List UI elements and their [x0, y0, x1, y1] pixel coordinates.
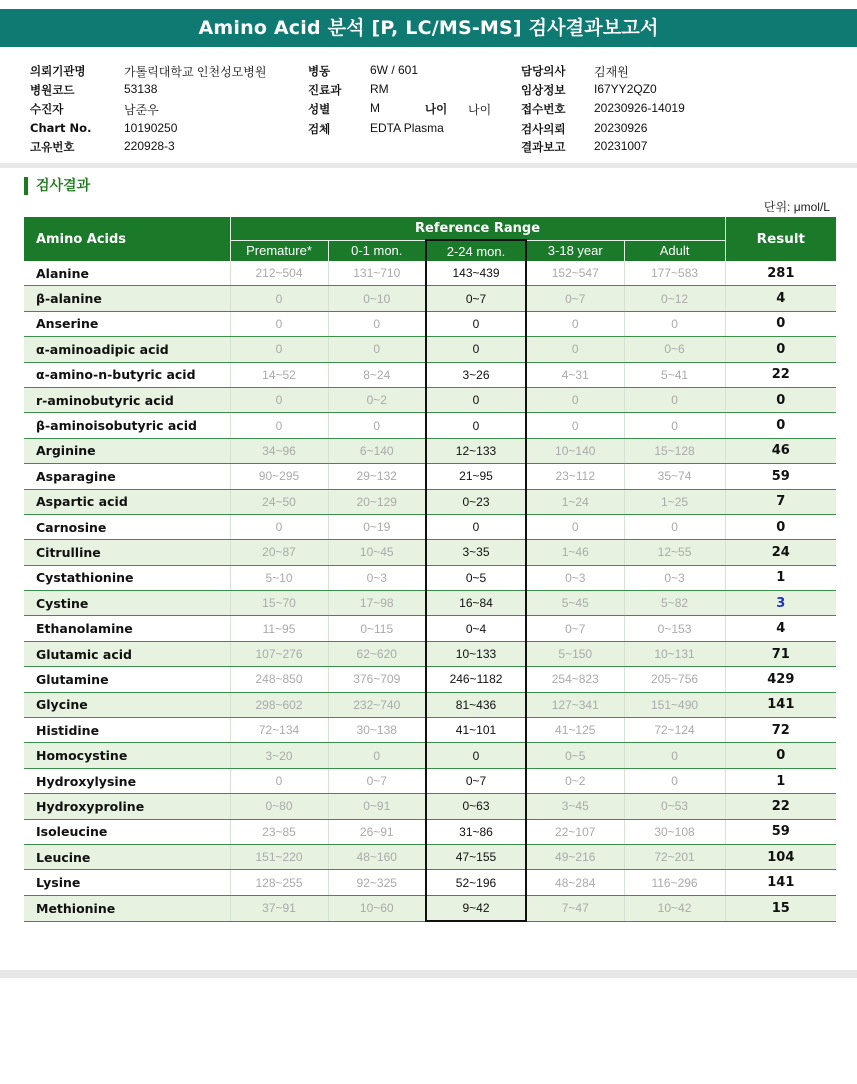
reference-range-cell: 11~95	[230, 616, 328, 641]
reference-range-cell: 5~82	[624, 591, 725, 616]
info-label: 의뢰기관명	[30, 64, 86, 78]
info-label: 결과보고	[521, 140, 566, 154]
age-value: 나이	[468, 103, 492, 117]
reference-range-cell: 17~98	[328, 591, 426, 616]
reference-range-cell: 0~23	[426, 489, 526, 514]
reference-range-cell: 0~7	[328, 768, 426, 793]
amino-acid-name: Anserine	[24, 311, 230, 336]
reference-range-cell: 127~341	[526, 692, 624, 717]
amino-acid-name: Methionine	[24, 895, 230, 921]
reference-range-cell: 0~53	[624, 794, 725, 819]
amino-acid-name: Aspartic acid	[24, 489, 230, 514]
info-label: 수진자	[30, 102, 64, 116]
reference-range-cell: 0	[328, 337, 426, 362]
reference-range-cell: 72~201	[624, 844, 725, 869]
reference-range-cell: 128~255	[230, 870, 328, 895]
reference-range-cell: 0	[526, 514, 624, 539]
result-value: 7	[725, 489, 836, 514]
reference-range-cell: 10~42	[624, 895, 725, 921]
table-row	[24, 337, 836, 362]
table-row	[24, 641, 836, 666]
reference-range-cell: 0~153	[624, 616, 725, 641]
table-row	[24, 413, 836, 438]
reference-range-cell: 31~86	[426, 819, 526, 844]
reference-range-cell: 21~95	[426, 464, 526, 489]
reference-range-cell: 9~42	[426, 895, 526, 921]
reference-range-cell: 0~115	[328, 616, 426, 641]
amino-acid-name: Ethanolamine	[24, 616, 230, 641]
reference-range-cell: 12~55	[624, 540, 725, 565]
info-value: 김재원	[594, 65, 629, 79]
reference-range-cell: 6~140	[328, 438, 426, 463]
reference-range-cell: 0~19	[328, 514, 426, 539]
section-title: 검사결과	[24, 177, 90, 195]
amino-acid-name: Arginine	[24, 438, 230, 463]
amino-acid-table	[24, 217, 836, 922]
reference-range-cell: 48~160	[328, 844, 426, 869]
table-row	[24, 616, 836, 641]
reference-range-cell: 10~140	[526, 438, 624, 463]
report-title: Amino Acid 분석 [P, LC/MS-MS] 검사결과보고서	[0, 9, 857, 47]
reference-range-cell: 62~620	[328, 641, 426, 666]
reference-range-cell: 143~439	[426, 261, 526, 286]
reference-range-cell: 246~1182	[426, 667, 526, 692]
info-value: 남준우	[124, 103, 159, 117]
info-label: 접수번호	[521, 102, 566, 116]
info-label: 검체	[308, 122, 331, 136]
reference-range-cell: 1~24	[526, 489, 624, 514]
table-row	[24, 464, 836, 489]
range-header-3-18-year: 3-18 year	[526, 240, 624, 261]
info-value: 6W / 601	[370, 63, 419, 77]
result-value: 46	[725, 438, 836, 463]
reference-range-cell: 205~756	[624, 667, 725, 692]
result-value: 4	[725, 286, 836, 311]
reference-range-cell: 1~25	[624, 489, 725, 514]
reference-range-cell: 0~5	[426, 565, 526, 590]
reference-range-cell: 0	[328, 743, 426, 768]
reference-range-cell: 0	[624, 768, 725, 793]
info-label: Chart No.	[30, 121, 92, 135]
table-row	[24, 387, 836, 412]
reference-range-cell: 23~85	[230, 819, 328, 844]
reference-range-cell: 5~150	[526, 641, 624, 666]
result-value: 141	[725, 692, 836, 717]
result-header: Result	[725, 217, 836, 261]
info-label: 병원코드	[30, 83, 75, 97]
reference-range-cell: 23~112	[526, 464, 624, 489]
amino-acid-name: Leucine	[24, 844, 230, 869]
reference-range-cell: 0~91	[328, 794, 426, 819]
info-value: 10190250	[124, 121, 178, 135]
age-label: 나이	[425, 102, 448, 116]
reference-range-cell: 37~91	[230, 895, 328, 921]
result-value: 0	[725, 311, 836, 336]
amino-acid-name: Cystathionine	[24, 565, 230, 590]
unit-label: 단위: μmol/L	[763, 200, 830, 214]
info-label: 임상정보	[521, 83, 566, 97]
reference-range-cell: 0	[526, 337, 624, 362]
amino-acid-name: Carnosine	[24, 514, 230, 539]
table-row	[24, 718, 836, 743]
reference-range-cell: 10~60	[328, 895, 426, 921]
reference-range-cell: 0~3	[526, 565, 624, 590]
reference-range-cell: 0~7	[526, 286, 624, 311]
table-row	[24, 311, 836, 336]
reference-range-cell: 8~24	[328, 362, 426, 387]
info-value: 가톨릭대학교 인천성모병원	[124, 65, 267, 79]
info-value: 20230926	[594, 121, 648, 135]
info-value: I67YY2QZ0	[594, 82, 657, 96]
amino-acid-name: Hydroxylysine	[24, 768, 230, 793]
reference-range-cell: 0~7	[426, 286, 526, 311]
reference-range-cell: 0	[526, 387, 624, 412]
amino-acid-name: β-alanine	[24, 286, 230, 311]
reference-range-cell: 0~2	[526, 768, 624, 793]
amino-acid-name: Cystine	[24, 591, 230, 616]
result-value: 1	[725, 565, 836, 590]
reference-range-cell: 0	[426, 514, 526, 539]
reference-range-cell: 0	[426, 387, 526, 412]
reference-range-cell: 0	[624, 743, 725, 768]
reference-range-cell: 20~87	[230, 540, 328, 565]
reference-range-cell: 48~284	[526, 870, 624, 895]
amino-acid-name: Histidine	[24, 718, 230, 743]
amino-acid-name: Alanine	[24, 261, 230, 286]
table-row	[24, 591, 836, 616]
patient-info-panel	[0, 47, 857, 164]
reference-range-cell: 1~46	[526, 540, 624, 565]
reference-range-cell: 248~850	[230, 667, 328, 692]
info-value: 20230926-14019	[594, 101, 685, 115]
reference-range-cell: 376~709	[328, 667, 426, 692]
amino-acid-name: Glycine	[24, 692, 230, 717]
reference-range-cell: 3~45	[526, 794, 624, 819]
info-label: 병동	[308, 64, 331, 78]
reference-range-cell: 254~823	[526, 667, 624, 692]
reference-range-cell: 0~3	[328, 565, 426, 590]
table-row	[24, 286, 836, 311]
reference-range-header: Reference Range	[230, 217, 725, 240]
reference-range-cell: 7~47	[526, 895, 624, 921]
result-value: 0	[725, 743, 836, 768]
table-row	[24, 667, 836, 692]
reference-range-cell: 35~74	[624, 464, 725, 489]
info-value: RM	[370, 82, 389, 96]
reference-range-cell: 0	[230, 311, 328, 336]
reference-range-cell: 131~710	[328, 261, 426, 286]
reference-range-cell: 0	[526, 311, 624, 336]
result-value: 15	[725, 895, 836, 921]
reference-range-cell: 0~4	[426, 616, 526, 641]
reference-range-cell: 3~20	[230, 743, 328, 768]
reference-range-cell: 10~133	[426, 641, 526, 666]
reference-range-cell: 177~583	[624, 261, 725, 286]
info-label: 진료과	[308, 83, 342, 97]
range-header-adult: Adult	[624, 240, 725, 261]
reference-range-cell: 152~547	[526, 261, 624, 286]
amino-acids-header: Amino Acids	[24, 217, 230, 261]
reference-range-cell: 0~6	[624, 337, 725, 362]
range-header-0-1-mon: 0-1 mon.	[328, 240, 426, 261]
footer-divider	[0, 970, 857, 978]
reference-range-cell: 0	[624, 413, 725, 438]
reference-range-cell: 16~84	[426, 591, 526, 616]
reference-range-cell: 3~26	[426, 362, 526, 387]
info-value: 220928-3	[124, 139, 175, 153]
reference-range-cell: 41~101	[426, 718, 526, 743]
result-value: 0	[725, 337, 836, 362]
reference-range-cell: 92~325	[328, 870, 426, 895]
reference-range-cell: 0~5	[526, 743, 624, 768]
amino-acid-name: α-aminoadipic acid	[24, 337, 230, 362]
reference-range-cell: 0	[624, 514, 725, 539]
result-value: 281	[725, 261, 836, 286]
reference-range-cell: 151~490	[624, 692, 725, 717]
result-value: 22	[725, 794, 836, 819]
reference-range-cell: 22~107	[526, 819, 624, 844]
table-row	[24, 870, 836, 895]
info-value: 53138	[124, 82, 158, 96]
table-row	[24, 844, 836, 869]
amino-acid-name: α-amino-n-butyric acid	[24, 362, 230, 387]
amino-acid-name: Homocystine	[24, 743, 230, 768]
reference-range-cell: 15~128	[624, 438, 725, 463]
reference-range-cell: 52~196	[426, 870, 526, 895]
reference-range-cell: 0	[526, 413, 624, 438]
reference-range-cell: 107~276	[230, 641, 328, 666]
reference-range-cell: 49~216	[526, 844, 624, 869]
header-divider	[0, 163, 857, 168]
reference-range-cell: 10~45	[328, 540, 426, 565]
table-row	[24, 514, 836, 539]
result-value: 0	[725, 413, 836, 438]
result-value: 4	[725, 616, 836, 641]
reference-range-cell: 116~296	[624, 870, 725, 895]
reference-range-cell: 5~41	[624, 362, 725, 387]
table-row	[24, 794, 836, 819]
table-row	[24, 819, 836, 844]
table-row	[24, 743, 836, 768]
amino-acid-name: Glutamic acid	[24, 641, 230, 666]
reference-range-cell: 47~155	[426, 844, 526, 869]
result-value: 3	[725, 591, 836, 616]
table-row	[24, 565, 836, 590]
reference-range-cell: 298~602	[230, 692, 328, 717]
reference-range-cell: 0~10	[328, 286, 426, 311]
info-value: M	[370, 101, 380, 115]
reference-range-cell: 20~129	[328, 489, 426, 514]
reference-range-cell: 12~133	[426, 438, 526, 463]
reference-range-cell: 0	[230, 768, 328, 793]
reference-range-cell: 0	[230, 286, 328, 311]
result-value: 59	[725, 819, 836, 844]
table-row	[24, 489, 836, 514]
info-label: 고유번호	[30, 140, 75, 154]
reference-range-cell: 0	[426, 337, 526, 362]
reference-range-cell: 232~740	[328, 692, 426, 717]
reference-range-cell: 0	[230, 387, 328, 412]
reference-range-cell: 14~52	[230, 362, 328, 387]
reference-range-cell: 0~3	[624, 565, 725, 590]
table-row	[24, 438, 836, 463]
reference-range-cell: 0~7	[426, 768, 526, 793]
amino-acid-name: Glutamine	[24, 667, 230, 692]
amino-acid-name: Isoleucine	[24, 819, 230, 844]
amino-acid-name: Lysine	[24, 870, 230, 895]
info-label: 성별	[308, 102, 331, 116]
reference-range-cell: 0~2	[328, 387, 426, 412]
result-value: 0	[725, 514, 836, 539]
amino-acid-name: β-aminoisobutyric acid	[24, 413, 230, 438]
reference-range-cell: 0	[624, 387, 725, 412]
range-header-2-24-mon: 2-24 mon.	[426, 240, 526, 261]
amino-acid-name: Citrulline	[24, 540, 230, 565]
reference-range-cell: 3~35	[426, 540, 526, 565]
amino-acid-name: r-aminobutyric acid	[24, 387, 230, 412]
reference-range-cell: 29~132	[328, 464, 426, 489]
reference-range-cell: 5~10	[230, 565, 328, 590]
reference-range-cell: 0	[328, 413, 426, 438]
reference-range-cell: 15~70	[230, 591, 328, 616]
result-value: 0	[725, 387, 836, 412]
reference-range-cell: 4~31	[526, 362, 624, 387]
reference-range-cell: 72~124	[624, 718, 725, 743]
table-row	[24, 362, 836, 387]
amino-acid-name: Asparagine	[24, 464, 230, 489]
table-row	[24, 895, 836, 921]
table-row	[24, 692, 836, 717]
result-value: 1	[725, 768, 836, 793]
result-value: 72	[725, 718, 836, 743]
result-value: 104	[725, 844, 836, 869]
reference-range-cell: 0~7	[526, 616, 624, 641]
info-label: 검사의뢰	[521, 122, 566, 136]
reference-range-cell: 0	[624, 311, 725, 336]
result-value: 141	[725, 870, 836, 895]
reference-range-cell: 0	[426, 311, 526, 336]
reference-range-cell: 72~134	[230, 718, 328, 743]
reference-range-cell: 0	[230, 413, 328, 438]
reference-range-cell: 0	[230, 514, 328, 539]
reference-range-cell: 5~45	[526, 591, 624, 616]
result-value: 71	[725, 641, 836, 666]
reference-range-cell: 0	[426, 743, 526, 768]
result-value: 59	[725, 464, 836, 489]
reference-range-cell: 0	[230, 337, 328, 362]
reference-range-cell: 0	[328, 311, 426, 336]
range-header-premature: Premature*	[230, 240, 328, 261]
reference-range-cell: 41~125	[526, 718, 624, 743]
info-value: EDTA Plasma	[370, 121, 444, 135]
reference-range-cell: 151~220	[230, 844, 328, 869]
reference-range-cell: 24~50	[230, 489, 328, 514]
reference-range-cell: 81~436	[426, 692, 526, 717]
table-row	[24, 261, 836, 286]
result-value: 22	[725, 362, 836, 387]
info-value: 20231007	[594, 139, 648, 153]
reference-range-cell: 90~295	[230, 464, 328, 489]
result-value: 429	[725, 667, 836, 692]
reference-range-cell: 0	[426, 413, 526, 438]
reference-range-cell: 30~108	[624, 819, 725, 844]
reference-range-cell: 34~96	[230, 438, 328, 463]
reference-range-cell: 0~80	[230, 794, 328, 819]
table-row	[24, 540, 836, 565]
reference-range-cell: 0~12	[624, 286, 725, 311]
reference-range-cell: 0~63	[426, 794, 526, 819]
reference-range-cell: 30~138	[328, 718, 426, 743]
result-value: 24	[725, 540, 836, 565]
table-row	[24, 768, 836, 793]
reference-range-cell: 212~504	[230, 261, 328, 286]
amino-acid-name: Hydroxyproline	[24, 794, 230, 819]
info-label: 담당의사	[521, 64, 566, 78]
reference-range-cell: 26~91	[328, 819, 426, 844]
reference-range-cell: 10~131	[624, 641, 725, 666]
